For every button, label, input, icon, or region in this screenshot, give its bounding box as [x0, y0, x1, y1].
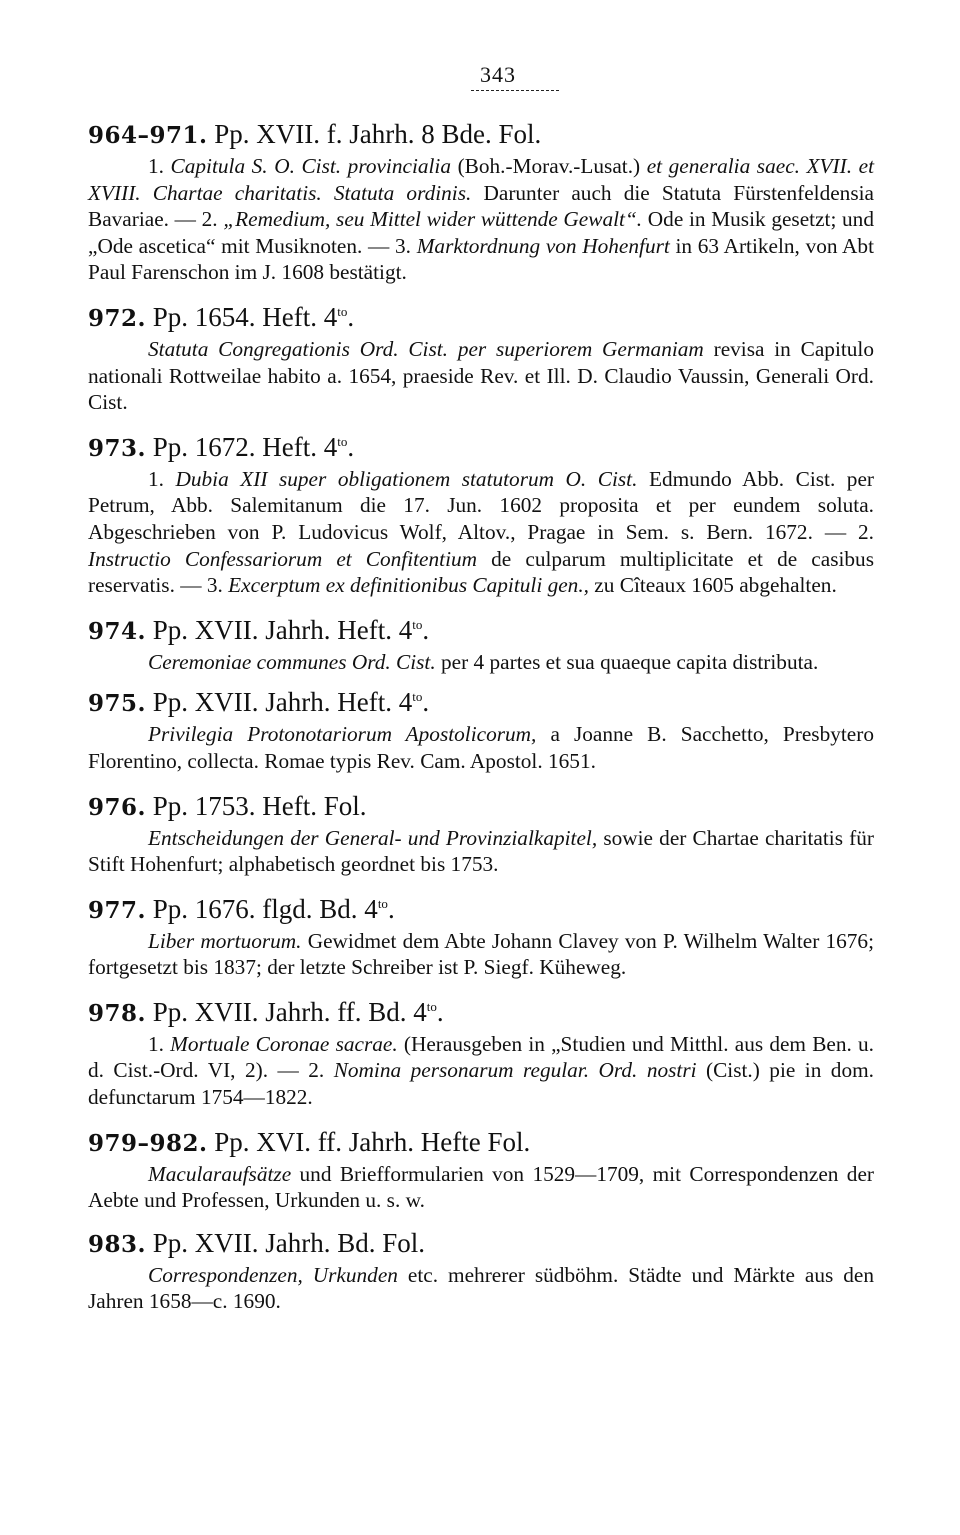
italic-title: Liber mortuorum. [148, 928, 302, 953]
italic-title: Excerptum ex definitionibus Capituli gen., [228, 573, 589, 598]
entry-description: Pp. 1676. flgd. Bd. 4 [152, 893, 378, 924]
catalog-entry [88, 300, 874, 416]
entry-number: 976. [88, 793, 147, 821]
body-text: 1. [148, 154, 171, 178]
entry-heading [88, 685, 874, 721]
body-text: revisa in Capitulo nationali Rottweilae habito a. 1654, praeside Rev. et Ill. D. Claudio Vaussin, Generali Ord. Cist. [88, 336, 874, 415]
catalog-entry [88, 1226, 874, 1315]
heading-period: . [436, 996, 444, 1027]
catalog-entry [88, 117, 874, 286]
entry-number: 979–982. [88, 1129, 208, 1157]
entry-heading [88, 300, 874, 336]
catalog-entry [88, 1125, 874, 1214]
entry-heading [88, 613, 874, 649]
body-text: a Joanne B. Sacchetto, Presbytero Florentino, collecta. Romae typis Rev. Cam. Apostol. 1651. [88, 722, 874, 773]
entry-body [88, 336, 874, 416]
format-superscript: to [412, 689, 423, 705]
entry-body [88, 928, 874, 981]
entry-heading [88, 1125, 874, 1161]
body-text: zu Cîteaux 1605 abgehalten. [588, 573, 837, 598]
entry-body [88, 1031, 874, 1111]
heading-period: . [387, 893, 395, 924]
format-superscript: to [426, 998, 437, 1014]
entry-body [88, 1262, 874, 1315]
body-text: etc. mehrerer südböhm. Städte und Märkte aus den Jahren 1658—c. 1690. [88, 1262, 874, 1314]
page-body [88, 62, 874, 1315]
catalog-entry [88, 995, 874, 1111]
entry-body [88, 1161, 874, 1214]
entry-description: Pp. XVII. Jahrh. Bd. Fol. [152, 1227, 426, 1258]
italic-title: Entscheidungen der General- und Provinzialkapitel, [148, 825, 598, 850]
entry-description: Pp. XVII. Jahrh. Heft. 4 [152, 614, 413, 645]
body-text: Ode in Musik gesetzt; und „Ode ascetica“ mit Musiknoten. — 3. [88, 207, 874, 258]
body-text: Edmundo Abb. Cist. per Petrum, Abb. Salemitanum die 17. Jun. 1602 proposita et per eundem soluta. Abgeschrieben von P. Ludovicus Wolf, Altov., Pragae in Sem. s. Bern. 1672. — 2. [88, 466, 874, 544]
entry-number: 972. [88, 304, 147, 332]
catalog-entry [88, 685, 874, 774]
entry-number: 978. [88, 999, 147, 1027]
heading-period: . [422, 614, 430, 645]
entry-description: Pp. 1672. Heft. 4 [152, 431, 338, 462]
body-text: (Herausgeben in „Studien und Mitthl. aus dem Ben. u. d. Cist.-Ord. VI, 2). — 2. [88, 1031, 874, 1083]
italic-title: Ceremoniae communes Ord. Cist. [148, 649, 436, 674]
entry-number: 977. [88, 896, 147, 924]
heading-period: . [347, 431, 355, 462]
italic-title: Statuta Congregationis Ord. Cist. per superiorem Germaniam [148, 336, 704, 361]
italic-title: Instructio Confessariorum et Confitentium [88, 546, 478, 571]
body-text: (Cist.) pie in dom. defunctarum 1754—1822. [88, 1058, 874, 1110]
entry-description: Pp. 1654. Heft. 4 [152, 301, 338, 332]
body-text: und Briefformularien von 1529—1709, mit Correspondenzen der Aebte und Professen, Urkunden u. s. w. [88, 1161, 874, 1213]
italic-title: Marktordnung von Hohenfurt [416, 233, 670, 258]
body-text: Gewidmet dem Abte Johann Clavey von P. Wilhelm Walter 1676; fortgesetzt bis 1837; der letzte Schreiber ist P. Siegf. Küheweg. [88, 928, 874, 980]
format-superscript: to [412, 616, 423, 632]
heading-period: . [347, 301, 355, 332]
catalog-entry [88, 613, 874, 676]
entry-description: Pp. XVII. f. Jahrh. 8 Bde. Fol. [214, 119, 542, 149]
entry-heading [88, 1226, 874, 1262]
body-text: (Boh.-Morav.-Lusat.) [451, 154, 647, 178]
heading-period: . [422, 687, 430, 718]
format-superscript: to [377, 895, 388, 911]
italic-title: Capitula S. O. Cist. provincialia [170, 154, 451, 178]
italic-title: Macularaufsätze [148, 1161, 292, 1186]
body-text: per 4 partes et sua quaeque capita distributa. [435, 649, 819, 674]
entry-heading [88, 892, 874, 928]
page-number-rule [471, 90, 559, 91]
entry-description: Pp. XVII. Jahrh. ff. Bd. 4 [152, 996, 427, 1027]
italic-title: Correspondenzen, Urkunden [148, 1262, 398, 1287]
catalog-entry [88, 789, 874, 878]
italic-title: Dubia XII super obligationem statutorum O. Cist. [175, 466, 638, 491]
entry-number: 975. [88, 690, 147, 718]
catalog-entry [88, 892, 874, 981]
catalog-entries [88, 117, 874, 1315]
entry-description: Pp. 1753. Heft. Fol. [152, 790, 367, 821]
body-text: sowie der Chartae charitatis für Stift Hohenfurt; alphabetisch geordnet bis 1753. [88, 825, 874, 877]
italic-title: Privilegia Protonotariorum Apostolicorum, [148, 722, 537, 747]
entry-heading [88, 430, 874, 466]
body-text: de culparum multiplicitate et de casibus reservatis. — 3. [88, 546, 874, 598]
italic-title: „Remedium, seu Mittel wider wüttende Gewalt“. [223, 207, 643, 232]
body-text: 1. [148, 466, 176, 491]
entry-number: 964–971. [88, 122, 208, 149]
italic-title: et generalia saec. XVII. et XVIII. Chartae charitatis. Statuta ordinis. [88, 154, 874, 205]
entry-body [88, 825, 874, 878]
entry-description: Pp. XVII. Jahrh. Heft. 4 [152, 687, 413, 718]
entry-description: Pp. XVI. ff. Jahrh. Hefte Fol. [214, 1126, 531, 1157]
format-superscript: to [337, 303, 348, 319]
body-text: 1. [148, 1031, 171, 1056]
format-superscript: to [337, 433, 348, 449]
body-text: in 63 Artikeln, von Abt Paul Farenschon im J. 1608 bestätigt. [88, 233, 874, 285]
entry-body [88, 721, 874, 774]
italic-title: Mortuale Coronae sacrae. [170, 1031, 398, 1056]
italic-title: Nomina personarum regular. Ord. nostri [333, 1058, 697, 1083]
entry-body [88, 153, 874, 286]
entry-heading [88, 117, 874, 153]
entry-body [88, 466, 874, 599]
entry-number: 983. [88, 1230, 147, 1258]
entry-body [88, 649, 874, 676]
entry-number: 973. [88, 434, 147, 462]
body-text: Darunter auch die Statuta Fürstenfeldensia Bavariae. — 2. [88, 180, 874, 232]
entry-heading [88, 789, 874, 825]
entry-number: 974. [88, 617, 147, 645]
catalog-entry [88, 430, 874, 599]
page-number: 343 [480, 62, 516, 87]
entry-heading [88, 995, 874, 1031]
